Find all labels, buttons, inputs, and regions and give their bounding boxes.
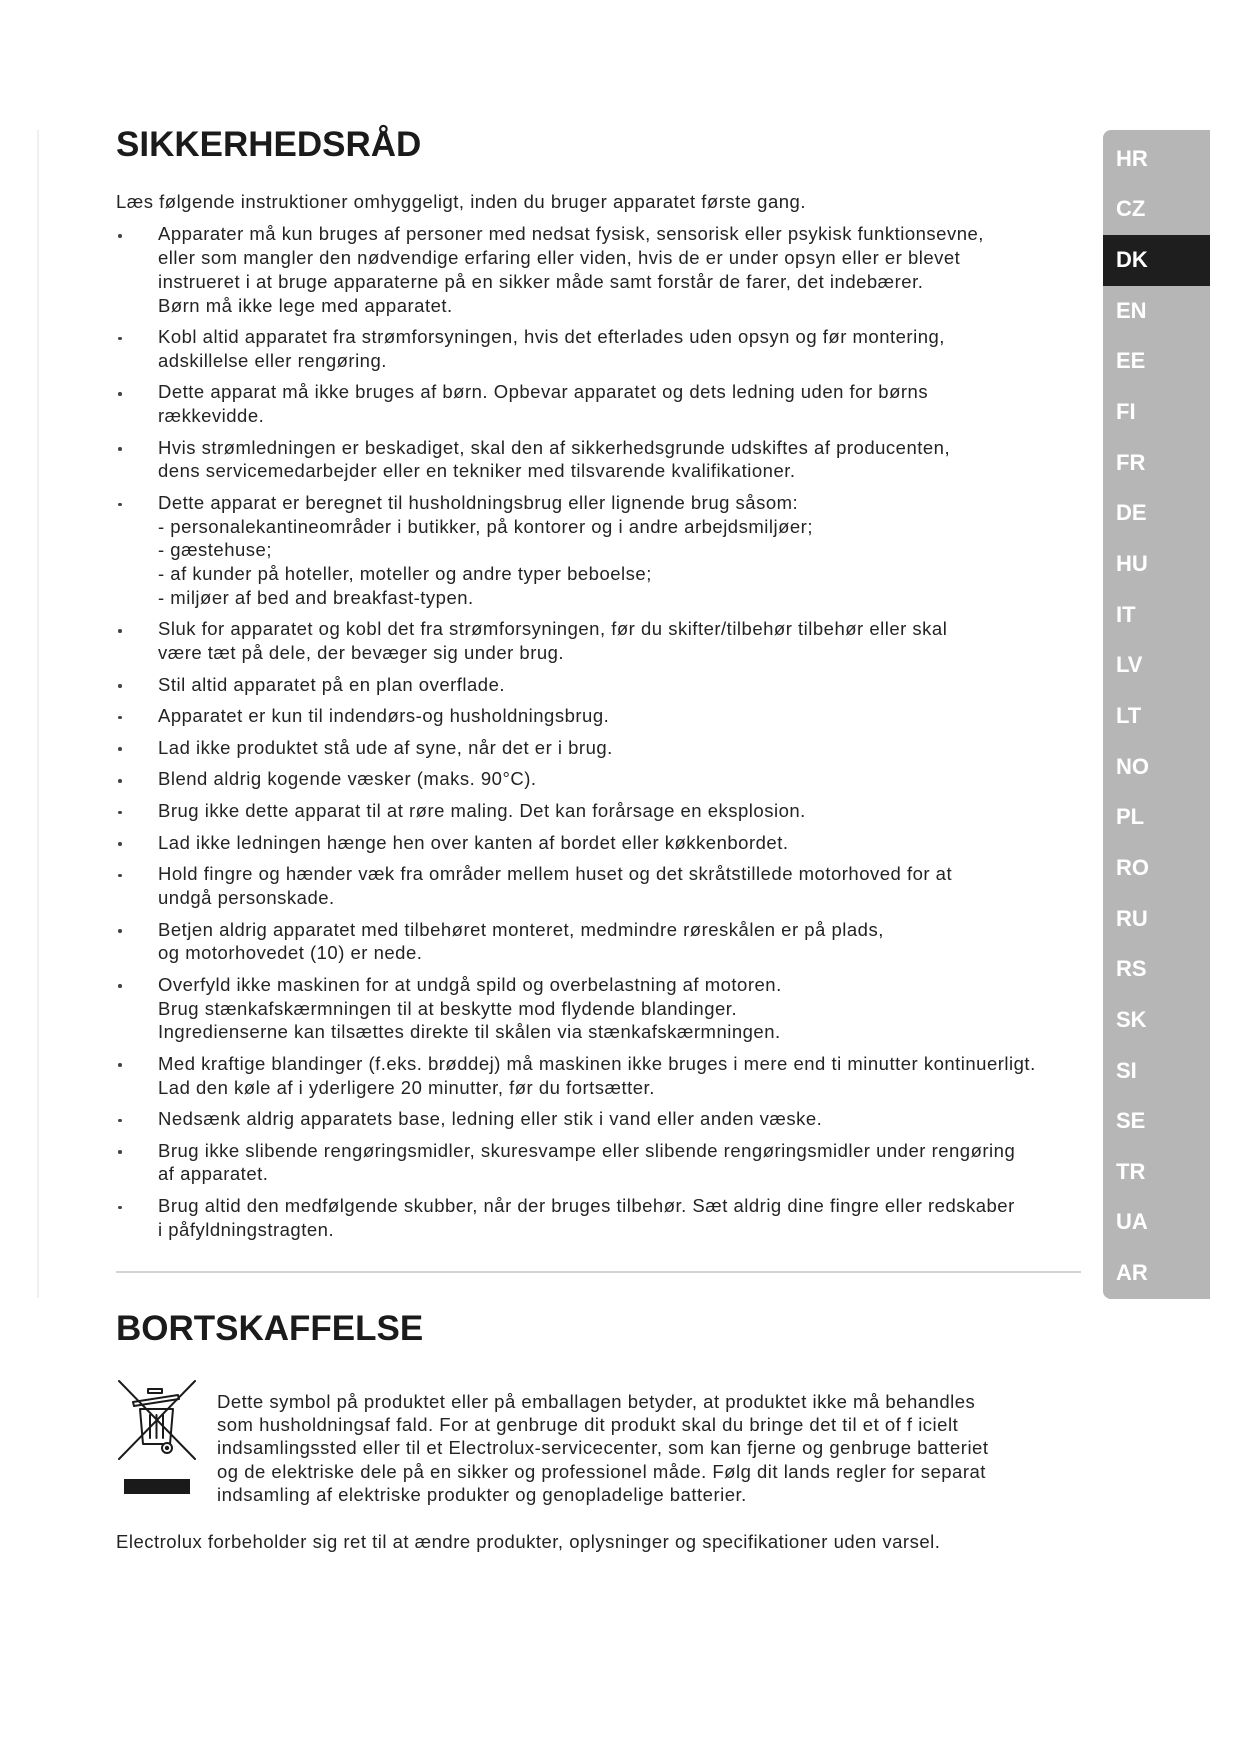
safety-item-line: Lad ikke ledningen hænge hen over kanten af bordet eller køkkenbordet.	[158, 831, 789, 853]
safety-item-line: Hvis strømledningen er beskadiget, skal den af sikkerhedsgrunde udskiftes af producenten,	[158, 436, 951, 458]
safety-item-line: Brug altid den medfølgende skubber, når der bruges tilbehør. Sæt aldrig dine fingre eller redskaber	[158, 1195, 1015, 1217]
safety-item-line: Sluk for apparatet og kobl det fra strømforsyningen, før du skifter/tilbehør tilbehør eller skal	[158, 618, 948, 640]
language-tab-label: SE	[1116, 1108, 1146, 1134]
safety-item	[116, 491, 1096, 610]
disposal-line: som husholdningsaf fald. For at genbruge dit produkt skal du bringe det til et of f icielt	[217, 1414, 959, 1436]
safety-item-line: Kobl altid apparatet fra strømforsyningen, hvis det efterlades uden opsyn og før montering,	[158, 326, 945, 348]
safety-item-line: og motorhovedet (10) er nede.	[158, 942, 423, 964]
language-tab-label: TR	[1116, 1158, 1146, 1184]
language-tab-de	[1103, 488, 1210, 539]
safety-item-line: Overfyld ikke maskinen for at undgå spild og overbelastning af motoren.	[158, 973, 782, 995]
safety-item	[116, 862, 1096, 909]
safety-item-line: Dette apparat er beregnet til husholdningsbrug eller lignende brug såsom:	[158, 491, 799, 513]
language-tab-label: DK	[1116, 247, 1148, 272]
bullet-dot	[118, 1119, 122, 1123]
language-tab-se	[1103, 1096, 1210, 1147]
safety-item-line: Brug ikke dette apparat til at røre maling. Det kan forårsage en eksplosion.	[158, 800, 806, 822]
safety-item-line: Lad den køle af i yderligere 20 minutter, før du fortsætter.	[158, 1076, 655, 1098]
safety-item-line: Betjen aldrig apparatet med tilbehøret monteret, medmindre røreskålen er på plads,	[158, 918, 884, 940]
language-tab-no	[1103, 742, 1210, 793]
safety-item-line: Brug stænkafskærmningen til at beskytte mod flydende blandinger.	[158, 997, 738, 1019]
safety-item	[116, 704, 1096, 728]
language-tab-label: HU	[1116, 550, 1148, 576]
safety-item-line: Blend aldrig kogende væsker (maks. 90°C).	[158, 768, 537, 790]
disposal-line: indsamling af elektriske produkter og genopladelige batterier.	[217, 1483, 747, 1505]
disposal-line: og de elektriske dele på en sikker og professionel måde. Følg dit lands regler for separat	[217, 1460, 986, 1482]
language-tab-hr	[1103, 134, 1210, 185]
safety-item	[116, 736, 1096, 760]
safety-item	[116, 222, 1096, 317]
safety-item-line: rækkevidde.	[158, 405, 265, 427]
safety-item-line: instrueret i at bruge apparaterne på en sikker måde samt forstår de farer, det indebærer.	[158, 270, 924, 292]
page-margin-rule	[37, 130, 39, 1298]
safety-item-line: Nedsænk aldrig apparatets base, ledning eller stik i vand eller anden væske.	[158, 1108, 823, 1130]
bullet-dot	[118, 929, 122, 933]
safety-item	[116, 767, 1096, 791]
bullet-dot	[118, 684, 122, 688]
safety-item-line: i påfyldningstragten.	[158, 1218, 335, 1240]
safety-intro: Læs følgende instruktioner omhyggeligt, inden du bruger apparatet første gang.	[116, 190, 806, 212]
disposal-heading: BORTSKAFFELSE	[116, 1309, 424, 1348]
bullet-dot	[118, 874, 122, 878]
safety-item-line: dens servicemedarbejder eller en tekniker med tilsvarende kvalifikationer.	[158, 460, 796, 482]
language-tab-label: UA	[1116, 1209, 1148, 1235]
safety-item	[116, 1107, 1096, 1131]
disclaimer-text: Electrolux forbeholder sig ret til at ændre produkter, oplysninger og specifikationer uden varsel.	[116, 1531, 941, 1552]
safety-item-line: adskillelse eller rengøring.	[158, 349, 387, 371]
disposal-line: indsamlingssted eller til et Electrolux-servicecenter, som kan fjerne og genbruge batteriet	[217, 1437, 989, 1459]
bullet-dot	[118, 503, 122, 507]
language-tab-tr	[1103, 1147, 1210, 1198]
safety-item-line: af apparatet.	[158, 1163, 269, 1185]
language-tab-label: NO	[1116, 753, 1149, 779]
language-tab-ru	[1103, 894, 1210, 945]
safety-item	[116, 1139, 1096, 1186]
language-tab-cz	[1103, 184, 1210, 235]
safety-item-line: Med kraftige blandinger (f.eks. brøddej) må maskinen ikke bruges i mere end ti minutter kontinuerligt.	[158, 1052, 1036, 1074]
language-tab-label: RU	[1116, 905, 1148, 931]
safety-item-line: - af kunder på hoteller, moteller og andre typer beboelse;	[158, 563, 652, 585]
bullet-dot	[118, 392, 122, 396]
safety-item-line: Apparater må kun bruges af personer med nedsat fysisk, sensorisk eller psykisk funktionsevne,	[158, 223, 984, 245]
safety-list	[116, 222, 1096, 1249]
safety-item	[116, 831, 1096, 855]
safety-item	[116, 799, 1096, 823]
safety-item	[116, 436, 1096, 483]
bullet-dot	[118, 629, 122, 633]
section-divider	[116, 1271, 1081, 1273]
bullet-dot	[118, 234, 122, 238]
language-tab-en	[1103, 286, 1210, 337]
safety-item-line: Ingredienserne kan tilsættes direkte til skålen via stænkafskærmningen.	[158, 1021, 781, 1043]
language-tab-rs	[1103, 944, 1210, 995]
disposal-paragraph	[217, 1390, 988, 1506]
language-tab-label: EE	[1116, 348, 1146, 374]
bullet-dot	[118, 842, 122, 846]
language-tab-pl	[1103, 792, 1210, 843]
safety-heading: SIKKERHEDSRÅD	[116, 125, 422, 164]
bullet-dot	[118, 447, 122, 451]
safety-item-line: - personalekantineområder i butikker, på kontorer og i andre arbejdsmiljøer;	[158, 515, 813, 537]
language-tab-dk	[1103, 235, 1210, 286]
language-tab-hu	[1103, 539, 1210, 590]
bullet-dot	[118, 716, 122, 720]
safety-item-line: Lad ikke produktet stå ude af syne, når det er i brug.	[158, 736, 613, 758]
language-tab-label: SK	[1116, 1006, 1147, 1032]
weee-symbol	[116, 1378, 198, 1495]
safety-item-line: Stil altid apparatet på en plan overflade.	[158, 673, 506, 695]
safety-item-line: - gæstehuse;	[158, 539, 272, 561]
language-tab-label: PL	[1116, 804, 1145, 830]
language-tab-label: LT	[1116, 702, 1142, 728]
bullet-dot	[118, 747, 122, 751]
safety-item	[116, 617, 1096, 664]
language-tab-label: IT	[1116, 601, 1136, 627]
safety-item	[116, 973, 1096, 1044]
disposal-line: Dette symbol på produktet eller på emballagen betyder, at produktet ikke må behandles	[217, 1391, 976, 1412]
bullet-dot	[118, 1063, 122, 1067]
safety-item-line: Brug ikke slibende rengøringsmidler, skuresvampe eller slibende rengøringsmidler under rengøring	[158, 1139, 1016, 1161]
safety-item-line: Hold fingre og hænder væk fra områder mellem huset og det skråtstillede motorhoved for at	[158, 863, 953, 885]
bullet-dot	[118, 1206, 122, 1210]
bullet-dot	[118, 984, 122, 988]
weee-black-bar	[124, 1479, 190, 1494]
safety-item	[116, 918, 1096, 965]
safety-item	[116, 1052, 1096, 1099]
language-tab-label: FI	[1116, 398, 1136, 424]
safety-item-line: Dette apparat må ikke bruges af børn. Opbevar apparatet og dets ledning uden for børns	[158, 381, 929, 403]
safety-item	[116, 380, 1096, 427]
language-tab-ua	[1103, 1197, 1210, 1248]
safety-item-line: undgå personskade.	[158, 886, 335, 908]
language-tab-lt	[1103, 691, 1210, 742]
language-tab-fr	[1103, 438, 1210, 489]
language-tab-strip	[1103, 130, 1210, 1299]
language-tab-ro	[1103, 843, 1210, 894]
safety-item-line: Apparatet er kun til indendørs-og husholdningsbrug.	[158, 705, 610, 727]
safety-item	[116, 673, 1096, 697]
safety-item-line: Børn må ikke lege med apparatet.	[158, 294, 453, 316]
language-tab-label: RS	[1116, 956, 1147, 982]
language-tab-ee	[1103, 336, 1210, 387]
safety-item	[116, 325, 1096, 372]
bullet-dot	[118, 779, 122, 783]
language-tab-label: LV	[1116, 652, 1143, 678]
language-tab-sk	[1103, 995, 1210, 1046]
language-tab-label: EN	[1116, 297, 1147, 323]
language-tab-ar	[1103, 1248, 1210, 1299]
crossed-out-wheeled-bin-icon	[116, 1378, 198, 1462]
language-tab-lv	[1103, 640, 1210, 691]
bullet-dot	[118, 337, 122, 341]
language-tab-label: AR	[1116, 1260, 1148, 1286]
safety-item-line: eller som mangler den nødvendige erfaring eller viden, hvis de er under opsyn eller er blevet	[158, 247, 961, 269]
language-tab-label: DE	[1116, 500, 1147, 526]
bullet-dot	[118, 1150, 122, 1154]
language-tab-label: RO	[1116, 854, 1149, 880]
language-tab-label: CZ	[1116, 196, 1146, 222]
safety-item	[116, 1194, 1096, 1241]
language-tab-si	[1103, 1046, 1210, 1097]
language-tab-fi	[1103, 387, 1210, 438]
bullet-dot	[118, 811, 122, 815]
language-tab-label: SI	[1116, 1057, 1137, 1083]
language-tab-it	[1103, 590, 1210, 641]
safety-item-line: være tæt på dele, der bevæger sig under brug.	[158, 642, 565, 664]
language-tab-label: FR	[1116, 449, 1146, 475]
language-tab-label: HR	[1116, 145, 1148, 171]
safety-item-line: - miljøer af bed and breakfast-typen.	[158, 586, 474, 608]
